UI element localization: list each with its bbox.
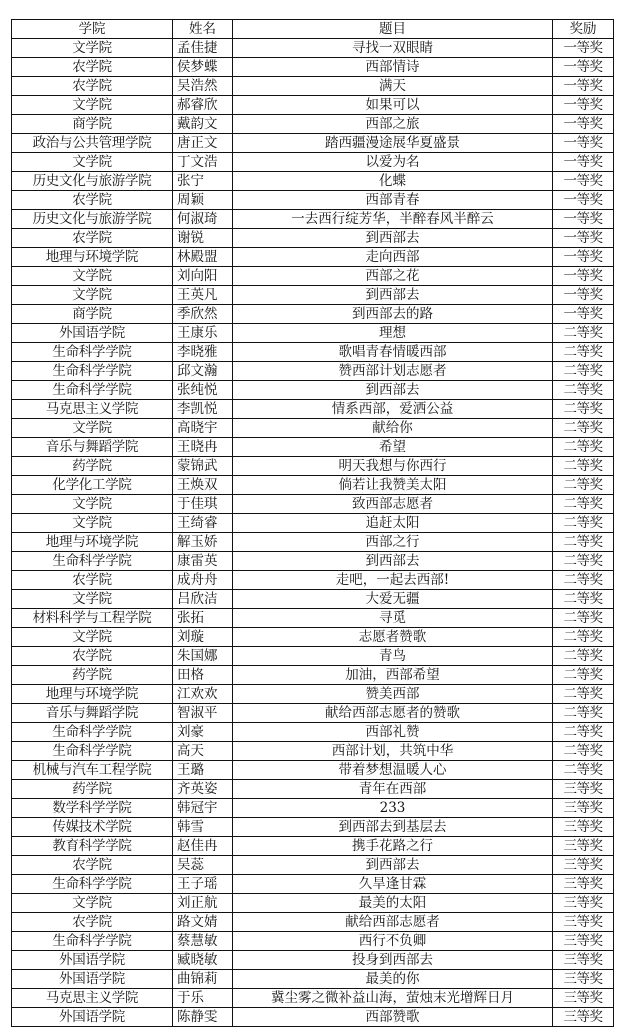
college-cell: 药学院 [12, 666, 173, 685]
name-cell: 曲锦莉 [173, 970, 233, 989]
table-row [12, 894, 614, 913]
name-cell: 林殿盟 [173, 248, 233, 267]
table-row [12, 58, 614, 77]
award-cell: 二等奖 [553, 761, 614, 780]
college-cell: 药学院 [12, 780, 173, 799]
college-cell: 文学院 [12, 267, 173, 286]
title-cell: 到西部去 [233, 381, 553, 400]
name-cell: 季欣然 [173, 305, 233, 324]
name-cell: 王康乐 [173, 324, 233, 343]
college-cell: 文学院 [12, 286, 173, 305]
table-row [12, 419, 614, 438]
name-cell: 吕欣洁 [173, 590, 233, 609]
name-cell: 路文婧 [173, 913, 233, 932]
table-row [12, 590, 614, 609]
title-cell: 倘若让我赞美太阳 [233, 476, 553, 495]
title-cell: 久旱逢甘霖 [233, 875, 553, 894]
award-cell: 一等奖 [553, 58, 614, 77]
name-cell: 邱文瀚 [173, 362, 233, 381]
table-row [12, 609, 614, 628]
header-title: 题目 [233, 20, 553, 39]
college-cell: 生命科学学院 [12, 932, 173, 951]
title-cell: 献给西部志愿者 [233, 913, 553, 932]
table-row [12, 552, 614, 571]
title-cell: 走吧，一起去西部! [233, 571, 553, 590]
award-cell: 一等奖 [553, 172, 614, 191]
name-cell: 蔡慧敏 [173, 932, 233, 951]
award-table [11, 19, 614, 1027]
college-cell: 农学院 [12, 571, 173, 590]
title-cell: 情系西部，爱洒公益 [233, 400, 553, 419]
college-cell: 生命科学学院 [12, 723, 173, 742]
table-row [12, 571, 614, 590]
title-cell: 到西部去的路 [233, 305, 553, 324]
college-cell: 马克思主义学院 [12, 400, 173, 419]
table-row [12, 324, 614, 343]
table-row [12, 267, 614, 286]
award-cell: 三等奖 [553, 837, 614, 856]
college-cell: 文学院 [12, 495, 173, 514]
award-cell: 三等奖 [553, 989, 614, 1008]
table-row [12, 951, 614, 970]
name-cell: 刘璇 [173, 628, 233, 647]
name-cell: 王焕双 [173, 476, 233, 495]
award-cell: 二等奖 [553, 533, 614, 552]
name-cell: 王璐 [173, 761, 233, 780]
table-row [12, 96, 614, 115]
college-cell: 生命科学学院 [12, 552, 173, 571]
title-cell: 冀尘雾之微补益山海，萤烛末光增辉日月 [233, 989, 553, 1008]
name-cell: 江欢欢 [173, 685, 233, 704]
college-cell: 文学院 [12, 153, 173, 172]
college-cell: 农学院 [12, 856, 173, 875]
table-row [12, 305, 614, 324]
title-cell: 最美的太阳 [233, 894, 553, 913]
table-row [12, 628, 614, 647]
award-cell: 一等奖 [553, 210, 614, 229]
award-cell: 二等奖 [553, 609, 614, 628]
college-cell: 农学院 [12, 647, 173, 666]
table-row [12, 381, 614, 400]
title-cell: 到西部去 [233, 856, 553, 875]
college-cell: 文学院 [12, 514, 173, 533]
table-row [12, 248, 614, 267]
title-cell: 投身到西部去 [233, 951, 553, 970]
award-cell: 二等奖 [553, 742, 614, 761]
name-cell: 王晓冉 [173, 438, 233, 457]
award-cell: 三等奖 [553, 875, 614, 894]
name-cell: 唐正文 [173, 134, 233, 153]
award-cell: 二等奖 [553, 343, 614, 362]
award-cell: 二等奖 [553, 647, 614, 666]
college-cell: 文学院 [12, 894, 173, 913]
title-cell: 赞美西部 [233, 685, 553, 704]
name-cell: 田格 [173, 666, 233, 685]
name-cell: 刘正航 [173, 894, 233, 913]
college-cell: 外国语学院 [12, 970, 173, 989]
title-cell: 一去西行绽芳华，半醉春风半醉云 [233, 210, 553, 229]
award-cell: 一等奖 [553, 96, 614, 115]
award-cell: 一等奖 [553, 305, 614, 324]
title-cell: 西部计划，共筑中华 [233, 742, 553, 761]
table-row [12, 818, 614, 837]
title-cell: 献给你 [233, 419, 553, 438]
award-cell: 二等奖 [553, 590, 614, 609]
name-cell: 成舟舟 [173, 571, 233, 590]
title-cell: 西部礼赞 [233, 723, 553, 742]
title-cell: 赞西部计划志愿者 [233, 362, 553, 381]
name-cell: 戴韵文 [173, 115, 233, 134]
table-row [12, 723, 614, 742]
name-cell: 孟佳捷 [173, 39, 233, 58]
college-cell: 文学院 [12, 96, 173, 115]
name-cell: 何淑琦 [173, 210, 233, 229]
college-cell: 文学院 [12, 39, 173, 58]
name-cell: 于乐 [173, 989, 233, 1008]
name-cell: 朱国娜 [173, 647, 233, 666]
award-cell: 三等奖 [553, 799, 614, 818]
title-cell: 带着梦想温暖人心 [233, 761, 553, 780]
award-cell: 一等奖 [553, 39, 614, 58]
name-cell: 吴浩然 [173, 77, 233, 96]
college-cell: 农学院 [12, 191, 173, 210]
table-row [12, 400, 614, 419]
title-cell: 最美的你 [233, 970, 553, 989]
name-cell: 丁文浩 [173, 153, 233, 172]
title-cell: 志愿者赞歌 [233, 628, 553, 647]
award-cell: 二等奖 [553, 419, 614, 438]
college-cell: 生命科学学院 [12, 381, 173, 400]
title-cell: 233 [233, 799, 553, 818]
table-row [12, 856, 614, 875]
college-cell: 材料科学与工程学院 [12, 609, 173, 628]
header-row [12, 20, 614, 39]
table-row [12, 932, 614, 951]
college-cell: 外国语学院 [12, 1008, 173, 1027]
award-cell: 一等奖 [553, 115, 614, 134]
header-name: 姓名 [173, 20, 233, 39]
title-cell: 寻觅 [233, 609, 553, 628]
award-cell: 三等奖 [553, 1008, 614, 1027]
title-cell: 到西部去 [233, 286, 553, 305]
table-row [12, 989, 614, 1008]
table-row [12, 495, 614, 514]
table-row [12, 172, 614, 191]
award-cell: 二等奖 [553, 514, 614, 533]
title-cell: 西部情诗 [233, 58, 553, 77]
name-cell: 王英凡 [173, 286, 233, 305]
award-cell: 三等奖 [553, 970, 614, 989]
award-cell: 二等奖 [553, 381, 614, 400]
title-cell: 西部之旅 [233, 115, 553, 134]
title-cell: 青年在西部 [233, 780, 553, 799]
table-row [12, 191, 614, 210]
college-cell: 农学院 [12, 229, 173, 248]
college-cell: 教育科学学院 [12, 837, 173, 856]
table-row [12, 761, 614, 780]
college-cell: 药学院 [12, 457, 173, 476]
award-cell: 二等奖 [553, 362, 614, 381]
award-cell: 三等奖 [553, 951, 614, 970]
table-row [12, 362, 614, 381]
name-cell: 李凯悦 [173, 400, 233, 419]
table-row [12, 153, 614, 172]
college-cell: 商学院 [12, 305, 173, 324]
table-row [12, 39, 614, 58]
header-college: 学院 [12, 20, 173, 39]
name-cell: 智淑平 [173, 704, 233, 723]
table-row [12, 476, 614, 495]
table-row [12, 742, 614, 761]
name-cell: 高天 [173, 742, 233, 761]
table-header [12, 20, 614, 39]
title-cell: 希望 [233, 438, 553, 457]
name-cell: 王子瑶 [173, 875, 233, 894]
award-cell: 一等奖 [553, 153, 614, 172]
name-cell: 侯梦蝶 [173, 58, 233, 77]
title-cell: 加油，西部希望 [233, 666, 553, 685]
college-cell: 生命科学学院 [12, 362, 173, 381]
title-cell: 青鸟 [233, 647, 553, 666]
award-cell: 二等奖 [553, 628, 614, 647]
name-cell: 谢锐 [173, 229, 233, 248]
college-cell: 文学院 [12, 628, 173, 647]
title-cell: 寻找一双眼睛 [233, 39, 553, 58]
table-row [12, 77, 614, 96]
title-cell: 到西部去 [233, 552, 553, 571]
table-row [12, 514, 614, 533]
college-cell: 机械与汽车工程学院 [12, 761, 173, 780]
table-row [12, 837, 614, 856]
name-cell: 于佳琪 [173, 495, 233, 514]
title-cell: 明天我想与你西行 [233, 457, 553, 476]
college-cell: 地理与环境学院 [12, 248, 173, 267]
table-row [12, 229, 614, 248]
award-cell: 一等奖 [553, 267, 614, 286]
college-cell: 文学院 [12, 590, 173, 609]
award-cell: 一等奖 [553, 134, 614, 153]
title-cell: 走向西部 [233, 248, 553, 267]
title-cell: 理想 [233, 324, 553, 343]
table-row [12, 286, 614, 305]
award-cell: 一等奖 [553, 286, 614, 305]
table-body [12, 39, 614, 1027]
name-cell: 吴蕊 [173, 856, 233, 875]
award-cell: 三等奖 [553, 894, 614, 913]
title-cell: 追赶太阳 [233, 514, 553, 533]
name-cell: 解玉娇 [173, 533, 233, 552]
title-cell: 到西部去到基层去 [233, 818, 553, 837]
table-row [12, 343, 614, 362]
table-row [12, 457, 614, 476]
table-row [12, 685, 614, 704]
name-cell: 郝睿欣 [173, 96, 233, 115]
table-row [12, 134, 614, 153]
award-cell: 二等奖 [553, 400, 614, 419]
table-row [12, 210, 614, 229]
table-row [12, 647, 614, 666]
title-cell: 西部之花 [233, 267, 553, 286]
award-cell: 二等奖 [553, 666, 614, 685]
award-cell: 二等奖 [553, 324, 614, 343]
table-row [12, 438, 614, 457]
title-cell: 到西部去 [233, 229, 553, 248]
award-cell: 三等奖 [553, 818, 614, 837]
table-row [12, 115, 614, 134]
title-cell: 西部赞歌 [233, 1008, 553, 1027]
college-cell: 地理与环境学院 [12, 533, 173, 552]
award-cell: 二等奖 [553, 476, 614, 495]
table-row [12, 875, 614, 894]
award-cell: 二等奖 [553, 495, 614, 514]
college-cell: 外国语学院 [12, 951, 173, 970]
title-cell: 歌唱青春情暖西部 [233, 343, 553, 362]
award-cell: 一等奖 [553, 248, 614, 267]
college-cell: 历史文化与旅游学院 [12, 172, 173, 191]
college-cell: 农学院 [12, 913, 173, 932]
name-cell: 蒙锦武 [173, 457, 233, 476]
college-cell: 生命科学学院 [12, 343, 173, 362]
table-row [12, 1008, 614, 1027]
college-cell: 商学院 [12, 115, 173, 134]
title-cell: 如果可以 [233, 96, 553, 115]
college-cell: 化学化工学院 [12, 476, 173, 495]
name-cell: 张纯悦 [173, 381, 233, 400]
table-row [12, 913, 614, 932]
table-row [12, 780, 614, 799]
header-award: 奖励 [553, 20, 614, 39]
title-cell: 致西部志愿者 [233, 495, 553, 514]
award-cell: 一等奖 [553, 77, 614, 96]
title-cell: 满天 [233, 77, 553, 96]
college-cell: 文学院 [12, 419, 173, 438]
name-cell: 李晓雅 [173, 343, 233, 362]
name-cell: 王绮睿 [173, 514, 233, 533]
name-cell: 刘豪 [173, 723, 233, 742]
award-cell: 一等奖 [553, 229, 614, 248]
college-cell: 政治与公共管理学院 [12, 134, 173, 153]
award-cell: 二等奖 [553, 685, 614, 704]
award-cell: 三等奖 [553, 780, 614, 799]
title-cell: 献给西部志愿者的赞歌 [233, 704, 553, 723]
name-cell: 周颖 [173, 191, 233, 210]
table-row [12, 970, 614, 989]
title-cell: 西部青春 [233, 191, 553, 210]
title-cell: 携手花路之行 [233, 837, 553, 856]
table-row [12, 666, 614, 685]
name-cell: 赵佳冉 [173, 837, 233, 856]
name-cell: 韩冠宇 [173, 799, 233, 818]
college-cell: 外国语学院 [12, 324, 173, 343]
award-cell: 三等奖 [553, 856, 614, 875]
title-cell: 大爱无疆 [233, 590, 553, 609]
award-cell: 二等奖 [553, 438, 614, 457]
award-cell: 二等奖 [553, 723, 614, 742]
award-cell: 二等奖 [553, 571, 614, 590]
name-cell: 张宁 [173, 172, 233, 191]
title-cell: 西行不负卿 [233, 932, 553, 951]
title-cell: 化蝶 [233, 172, 553, 191]
college-cell: 数学科学学院 [12, 799, 173, 818]
award-cell: 二等奖 [553, 457, 614, 476]
award-list-sheet [11, 19, 613, 1027]
name-cell: 刘向阳 [173, 267, 233, 286]
award-cell: 三等奖 [553, 932, 614, 951]
college-cell: 传媒技术学院 [12, 818, 173, 837]
name-cell: 臧晓敏 [173, 951, 233, 970]
college-cell: 生命科学学院 [12, 742, 173, 761]
award-cell: 二等奖 [553, 704, 614, 723]
college-cell: 农学院 [12, 77, 173, 96]
award-cell: 一等奖 [553, 191, 614, 210]
college-cell: 历史文化与旅游学院 [12, 210, 173, 229]
college-cell: 音乐与舞蹈学院 [12, 438, 173, 457]
award-cell: 二等奖 [553, 552, 614, 571]
table-row [12, 533, 614, 552]
name-cell: 康雷英 [173, 552, 233, 571]
name-cell: 陈静雯 [173, 1008, 233, 1027]
name-cell: 韩雪 [173, 818, 233, 837]
table-row [12, 799, 614, 818]
college-cell: 音乐与舞蹈学院 [12, 704, 173, 723]
title-cell: 以爱为名 [233, 153, 553, 172]
table-row [12, 704, 614, 723]
college-cell: 马克思主义学院 [12, 989, 173, 1008]
title-cell: 踏西疆漫途展华夏盛景 [233, 134, 553, 153]
name-cell: 齐英姿 [173, 780, 233, 799]
name-cell: 高晓宇 [173, 419, 233, 438]
college-cell: 农学院 [12, 58, 173, 77]
college-cell: 地理与环境学院 [12, 685, 173, 704]
title-cell: 西部之行 [233, 533, 553, 552]
name-cell: 张拓 [173, 609, 233, 628]
college-cell: 生命科学学院 [12, 875, 173, 894]
award-cell: 三等奖 [553, 913, 614, 932]
